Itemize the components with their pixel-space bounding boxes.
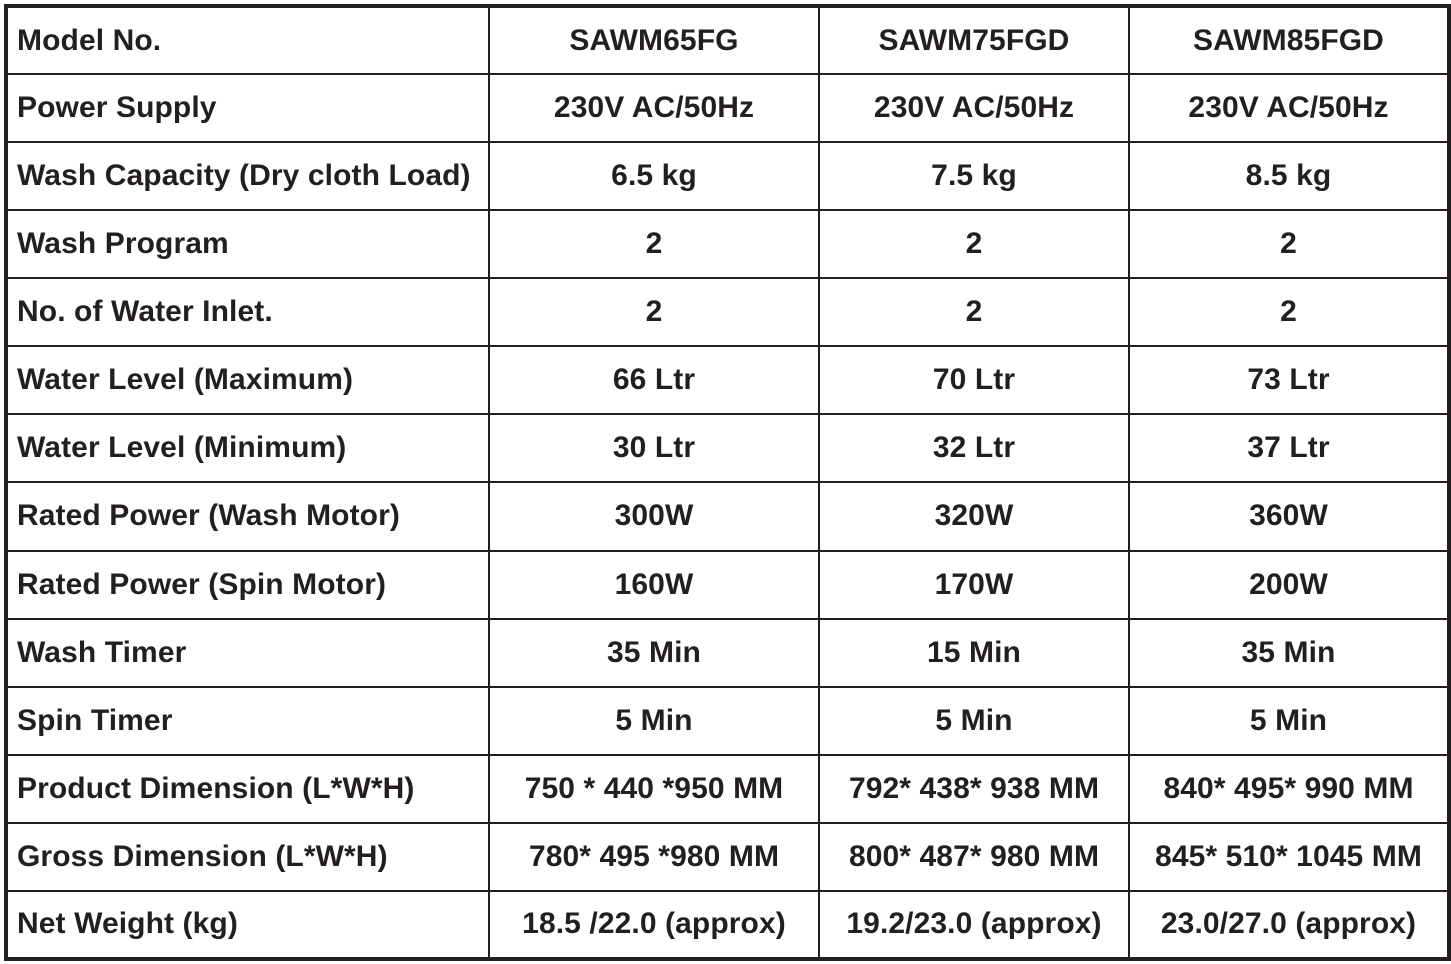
value-cell: 2 xyxy=(1129,278,1449,346)
row-label: Water Level (Maximum) xyxy=(6,346,489,414)
table-row-water-level-min xyxy=(6,414,1449,482)
table-row-rated-power-wash xyxy=(6,482,1449,550)
row-label: Gross Dimension (L*W*H) xyxy=(6,823,489,891)
value-cell: 750 * 440 *950 MM xyxy=(489,755,819,823)
row-label: No. of Water Inlet. xyxy=(6,278,489,346)
row-label: Wash Program xyxy=(6,210,489,278)
value-cell: 360W xyxy=(1129,482,1449,550)
table-row-product-dimension xyxy=(6,755,1449,823)
model-cell: SAWM65FG xyxy=(489,6,819,74)
value-cell: 230V AC/50Hz xyxy=(819,74,1129,142)
table-row-wash-timer xyxy=(6,619,1449,687)
table-row-power-supply xyxy=(6,74,1449,142)
row-label: Wash Capacity (Dry cloth Load) xyxy=(6,142,489,210)
value-cell: 840* 495* 990 MM xyxy=(1129,755,1449,823)
value-cell: 15 Min xyxy=(819,619,1129,687)
model-cell: SAWM75FGD xyxy=(819,6,1129,74)
value-cell: 70 Ltr xyxy=(819,346,1129,414)
value-cell: 5 Min xyxy=(489,687,819,755)
value-cell: 200W xyxy=(1129,551,1449,619)
row-label: Model No. xyxy=(6,6,489,74)
value-cell: 2 xyxy=(489,210,819,278)
table-row-wash-capacity xyxy=(6,142,1449,210)
model-cell: SAWM85FGD xyxy=(1129,6,1449,74)
value-cell: 2 xyxy=(819,210,1129,278)
value-cell: 845* 510* 1045 MM xyxy=(1129,823,1449,891)
value-cell: 5 Min xyxy=(819,687,1129,755)
table-row-model-no xyxy=(6,6,1449,74)
value-cell: 5 Min xyxy=(1129,687,1449,755)
value-cell: 32 Ltr xyxy=(819,414,1129,482)
value-cell: 66 Ltr xyxy=(489,346,819,414)
table-row-water-inlet xyxy=(6,278,1449,346)
value-cell: 160W xyxy=(489,551,819,619)
row-label: Water Level (Minimum) xyxy=(6,414,489,482)
value-cell: 19.2/23.0 (approx) xyxy=(819,891,1129,959)
table-row-spin-timer xyxy=(6,687,1449,755)
value-cell: 230V AC/50Hz xyxy=(489,74,819,142)
row-label: Wash Timer xyxy=(6,619,489,687)
value-cell: 800* 487* 980 MM xyxy=(819,823,1129,891)
row-label: Spin Timer xyxy=(6,687,489,755)
value-cell: 780* 495 *980 MM xyxy=(489,823,819,891)
table-row-water-level-max xyxy=(6,346,1449,414)
value-cell: 6.5 kg xyxy=(489,142,819,210)
row-label: Rated Power (Spin Motor) xyxy=(6,551,489,619)
value-cell: 35 Min xyxy=(1129,619,1449,687)
row-label: Power Supply xyxy=(6,74,489,142)
row-label: Net Weight (kg) xyxy=(6,891,489,959)
row-label: Rated Power (Wash Motor) xyxy=(6,482,489,550)
value-cell: 320W xyxy=(819,482,1129,550)
value-cell: 73 Ltr xyxy=(1129,346,1449,414)
value-cell: 23.0/27.0 (approx) xyxy=(1129,891,1449,959)
value-cell: 7.5 kg xyxy=(819,142,1129,210)
value-cell: 2 xyxy=(819,278,1129,346)
value-cell: 792* 438* 938 MM xyxy=(819,755,1129,823)
value-cell: 35 Min xyxy=(489,619,819,687)
table-row-wash-program xyxy=(6,210,1449,278)
value-cell: 2 xyxy=(489,278,819,346)
table-row-rated-power-spin xyxy=(6,551,1449,619)
value-cell: 230V AC/50Hz xyxy=(1129,74,1449,142)
value-cell: 170W xyxy=(819,551,1129,619)
value-cell: 8.5 kg xyxy=(1129,142,1449,210)
table-row-net-weight xyxy=(6,891,1449,959)
table-row-gross-dimension xyxy=(6,823,1449,891)
row-label: Product Dimension (L*W*H) xyxy=(6,755,489,823)
value-cell: 300W xyxy=(489,482,819,550)
value-cell: 37 Ltr xyxy=(1129,414,1449,482)
value-cell: 18.5 /22.0 (approx) xyxy=(489,891,819,959)
specification-table xyxy=(4,4,1451,961)
value-cell: 2 xyxy=(1129,210,1449,278)
value-cell: 30 Ltr xyxy=(489,414,819,482)
specification-table-body xyxy=(6,6,1449,959)
